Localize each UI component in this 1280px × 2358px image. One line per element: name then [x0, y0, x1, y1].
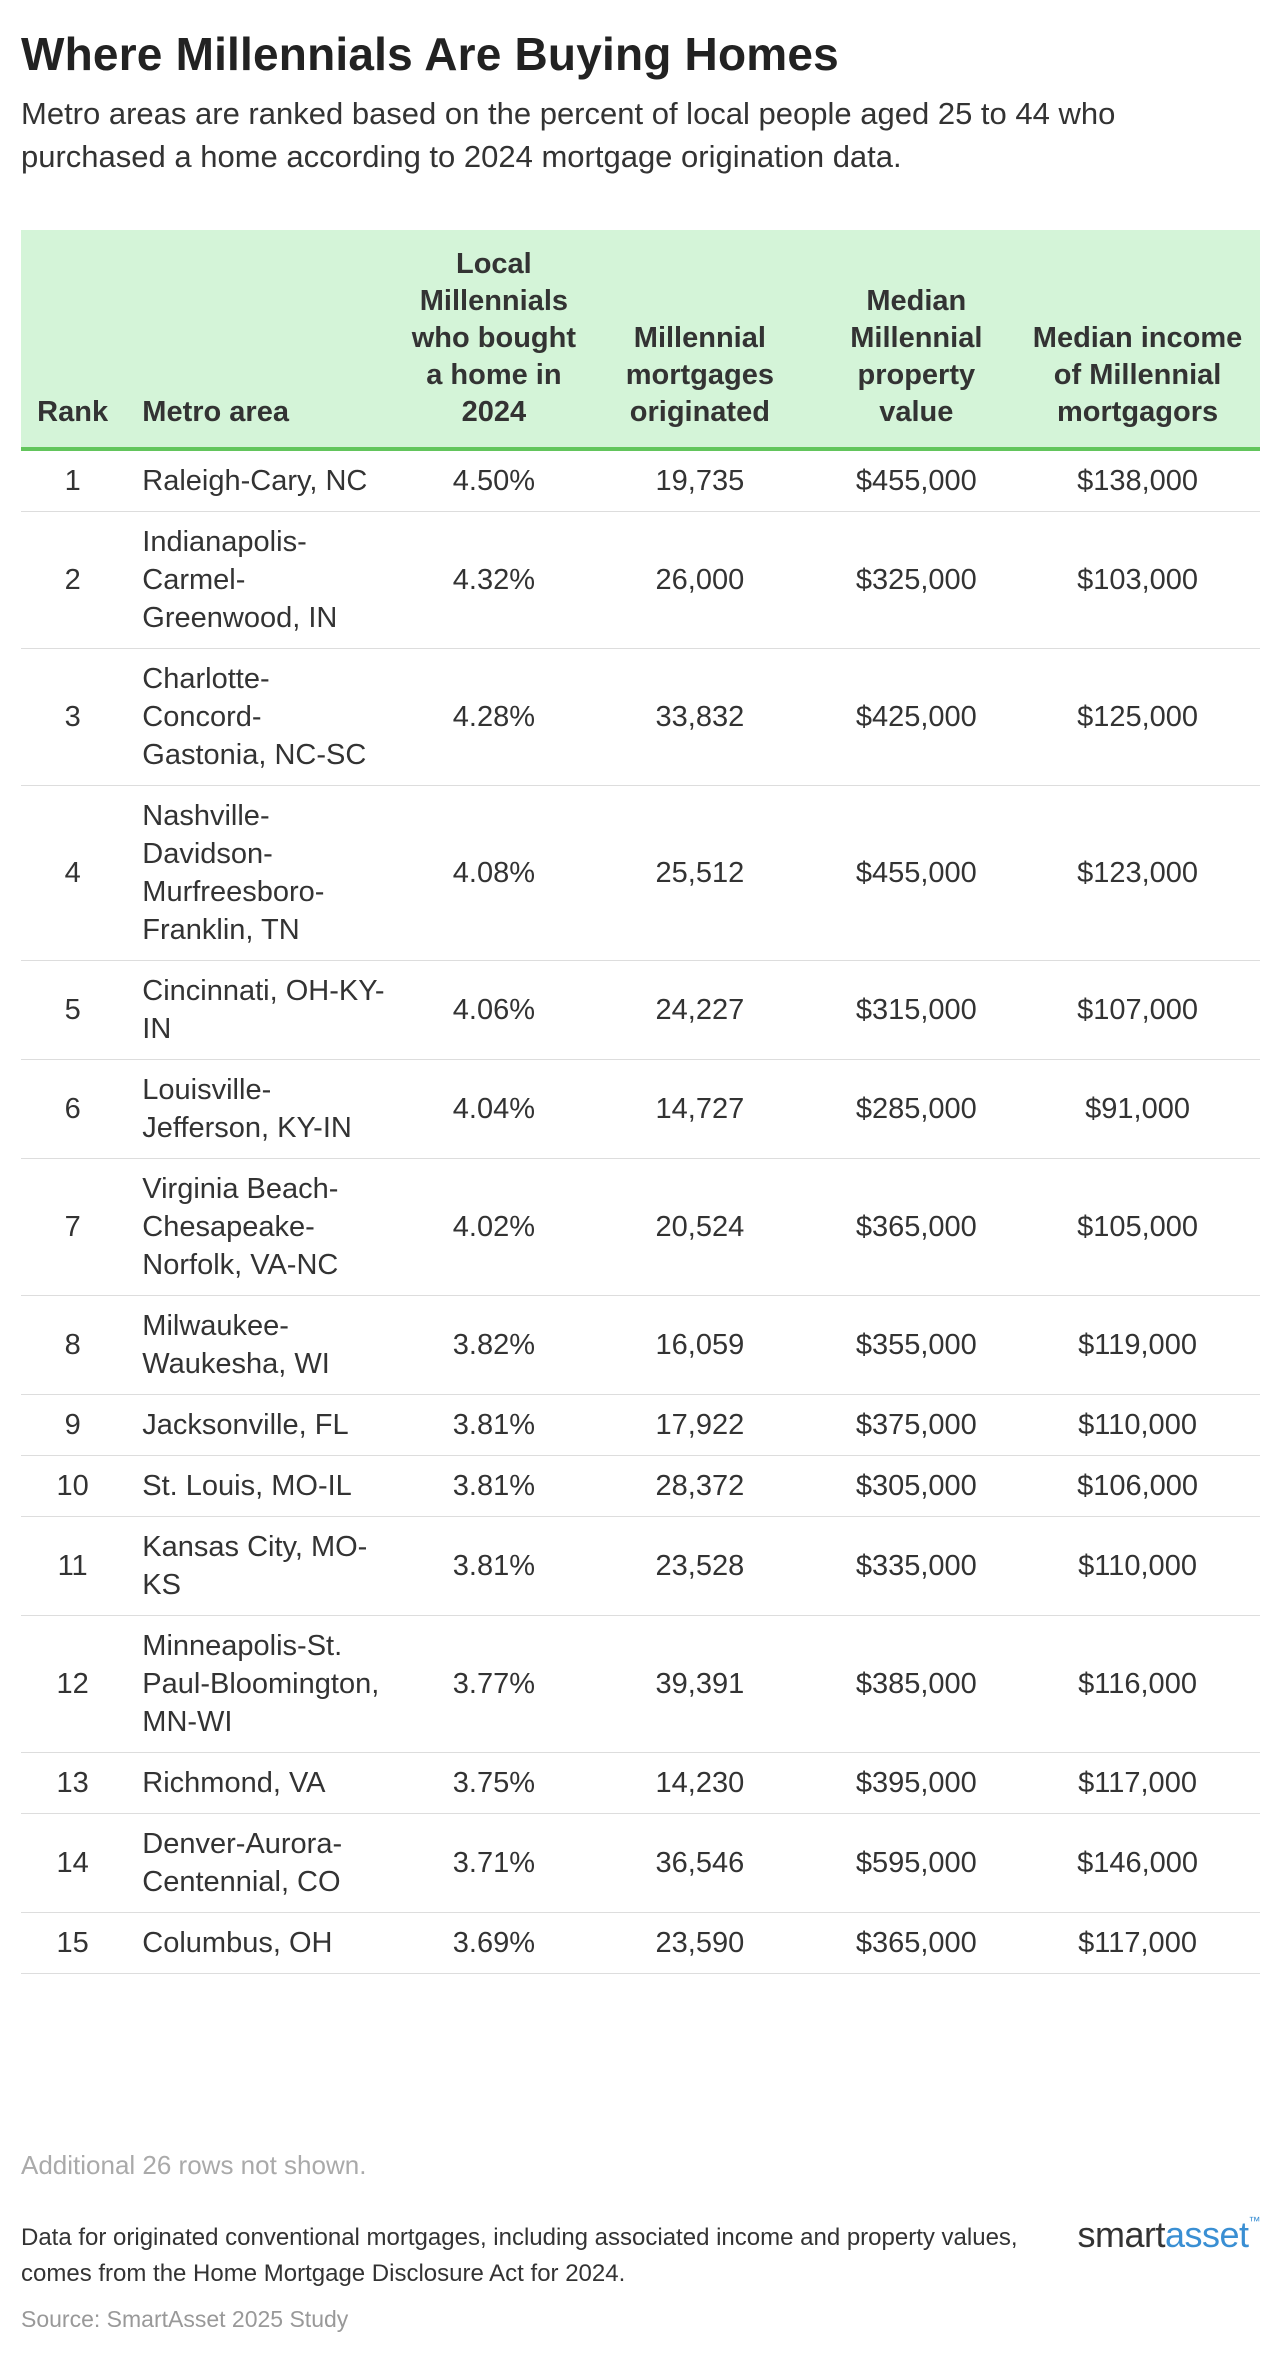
mortgages-cell: 20,524	[582, 1159, 817, 1296]
income-cell: $116,000	[1015, 1616, 1260, 1753]
metro-cell: Richmond, VA	[130, 1753, 405, 1814]
property-value-cell: $325,000	[818, 512, 1016, 649]
mortgages-cell: 28,372	[582, 1456, 817, 1517]
metro-cell: Minneapolis-St. Paul-Bloomington, MN-WI	[130, 1616, 405, 1753]
rank-cell: 2	[21, 512, 130, 649]
mortgages-cell: 23,590	[582, 1913, 817, 1974]
rank-cell: 15	[21, 1913, 130, 1974]
rank-cell: 4	[21, 786, 130, 961]
table-row	[21, 1616, 1260, 1753]
property-value-cell: $375,000	[818, 1395, 1016, 1456]
metro-cell: Charlotte-Concord-Gastonia, NC-SC	[130, 649, 405, 786]
column-header: Millennial mortgages originated	[582, 230, 817, 449]
rank-cell: 13	[21, 1753, 130, 1814]
mortgages-cell: 14,727	[582, 1060, 817, 1159]
income-cell: $107,000	[1015, 961, 1260, 1060]
rank-cell: 9	[21, 1395, 130, 1456]
chart-title: Where Millennials Are Buying Homes	[21, 28, 839, 80]
rank-cell: 14	[21, 1814, 130, 1913]
chart-container	[21, 0, 1260, 2332]
table-row	[21, 1296, 1260, 1395]
property-value-cell: $305,000	[818, 1456, 1016, 1517]
rank-cell: 8	[21, 1296, 130, 1395]
logo-text-asset: asset	[1164, 2214, 1249, 2255]
income-cell: $117,000	[1015, 1913, 1260, 1974]
rank-cell: 12	[21, 1616, 130, 1753]
rank-cell: 7	[21, 1159, 130, 1296]
income-cell: $117,000	[1015, 1753, 1260, 1814]
table-header-row	[21, 230, 1260, 449]
table-row	[21, 1814, 1260, 1913]
share-cell: 4.28%	[406, 649, 583, 786]
mortgages-cell: 33,832	[582, 649, 817, 786]
metro-cell: St. Louis, MO-IL	[130, 1456, 405, 1517]
share-cell: 3.81%	[406, 1395, 583, 1456]
logo-trademark: ™	[1248, 2214, 1260, 2228]
data-table	[21, 230, 1260, 1974]
share-cell: 4.08%	[406, 786, 583, 961]
rank-cell: 3	[21, 649, 130, 786]
rank-cell: 5	[21, 961, 130, 1060]
share-cell: 4.32%	[406, 512, 583, 649]
column-header: Median Millennial property value	[818, 230, 1016, 449]
column-header: Median income of Millennial mortgagors	[1015, 230, 1260, 449]
source-line: Source: SmartAsset 2025 Study	[21, 2306, 349, 2332]
rank-cell: 11	[21, 1517, 130, 1616]
metro-cell: Louisville-Jefferson, KY-IN	[130, 1060, 405, 1159]
table-row	[21, 512, 1260, 649]
property-value-cell: $365,000	[818, 1913, 1016, 1974]
table-row	[21, 786, 1260, 961]
chart-subtitle: Metro areas are ranked based on the percent of local people aged 25 to 44 who purchased a home according to 2024 mortgage origination data.	[21, 96, 1116, 174]
table-row	[21, 1753, 1260, 1814]
income-cell: $125,000	[1015, 649, 1260, 786]
metro-cell: Indianapolis-Carmel-Greenwood, IN	[130, 512, 405, 649]
share-cell: 4.02%	[406, 1159, 583, 1296]
property-value-cell: $455,000	[818, 786, 1016, 961]
metro-cell: Nashville-Davidson-Murfreesboro-Franklin, TN	[130, 786, 405, 961]
rows-hidden-note: Additional 26 rows not shown.	[21, 2150, 367, 2180]
income-cell: $123,000	[1015, 786, 1260, 961]
table-row	[21, 1456, 1260, 1517]
income-cell: $110,000	[1015, 1395, 1260, 1456]
property-value-cell: $595,000	[818, 1814, 1016, 1913]
column-header: Local Millennials who bought a home in 2024	[406, 230, 583, 449]
rank-cell: 10	[21, 1456, 130, 1517]
property-value-cell: $355,000	[818, 1296, 1016, 1395]
property-value-cell: $285,000	[818, 1060, 1016, 1159]
rank-cell: 6	[21, 1060, 130, 1159]
metro-cell: Raleigh-Cary, NC	[130, 449, 405, 512]
income-cell: $103,000	[1015, 512, 1260, 649]
metro-cell: Milwaukee-Waukesha, WI	[130, 1296, 405, 1395]
mortgages-cell: 39,391	[582, 1616, 817, 1753]
table-row	[21, 649, 1260, 786]
table-row	[21, 1159, 1260, 1296]
column-header: Rank	[21, 230, 130, 449]
share-cell: 3.82%	[406, 1296, 583, 1395]
table-row	[21, 1913, 1260, 1974]
mortgages-cell: 14,230	[582, 1753, 817, 1814]
income-cell: $110,000	[1015, 1517, 1260, 1616]
income-cell: $146,000	[1015, 1814, 1260, 1913]
metro-cell: Jacksonville, FL	[130, 1395, 405, 1456]
share-cell: 4.04%	[406, 1060, 583, 1159]
footnote: Data for originated conventional mortgages, including associated income and property values, comes from the Home Mortgage Disclosure Act for 2024.	[21, 2224, 1018, 2287]
mortgages-cell: 17,922	[582, 1395, 817, 1456]
share-cell: 4.06%	[406, 961, 583, 1060]
mortgages-cell: 25,512	[582, 786, 817, 961]
property-value-cell: $395,000	[818, 1753, 1016, 1814]
mortgages-cell: 26,000	[582, 512, 817, 649]
logo-text-smart: smart	[1077, 2214, 1165, 2255]
metro-cell: Columbus, OH	[130, 1913, 405, 1974]
property-value-cell: $315,000	[818, 961, 1016, 1060]
metro-cell: Virginia Beach-Chesapeake-Norfolk, VA-NC	[130, 1159, 405, 1296]
mortgages-cell: 19,735	[582, 449, 817, 512]
property-value-cell: $425,000	[818, 649, 1016, 786]
property-value-cell: $385,000	[818, 1616, 1016, 1753]
table-row	[21, 1517, 1260, 1616]
share-cell: 3.69%	[406, 1913, 583, 1974]
mortgages-cell: 36,546	[582, 1814, 817, 1913]
column-header: Metro area	[130, 230, 405, 449]
smartasset-logo	[1077, 2214, 1260, 2256]
share-cell: 3.81%	[406, 1456, 583, 1517]
share-cell: 3.81%	[406, 1517, 583, 1616]
mortgages-cell: 16,059	[582, 1296, 817, 1395]
share-cell: 3.77%	[406, 1616, 583, 1753]
income-cell: $119,000	[1015, 1296, 1260, 1395]
income-cell: $105,000	[1015, 1159, 1260, 1296]
metro-cell: Cincinnati, OH-KY-IN	[130, 961, 405, 1060]
table-row	[21, 449, 1260, 512]
share-cell: 3.75%	[406, 1753, 583, 1814]
mortgages-cell: 23,528	[582, 1517, 817, 1616]
metro-cell: Denver-Aurora-Centennial, CO	[130, 1814, 405, 1913]
table-row	[21, 1395, 1260, 1456]
income-cell: $138,000	[1015, 449, 1260, 512]
property-value-cell: $365,000	[818, 1159, 1016, 1296]
mortgages-cell: 24,227	[582, 961, 817, 1060]
table-row	[21, 1060, 1260, 1159]
property-value-cell: $335,000	[818, 1517, 1016, 1616]
metro-cell: Kansas City, MO-KS	[130, 1517, 405, 1616]
table-body	[21, 449, 1260, 1974]
property-value-cell: $455,000	[818, 449, 1016, 512]
rank-cell: 1	[21, 449, 130, 512]
income-cell: $91,000	[1015, 1060, 1260, 1159]
table-row	[21, 961, 1260, 1060]
share-cell: 4.50%	[406, 449, 583, 512]
share-cell: 3.71%	[406, 1814, 583, 1913]
income-cell: $106,000	[1015, 1456, 1260, 1517]
